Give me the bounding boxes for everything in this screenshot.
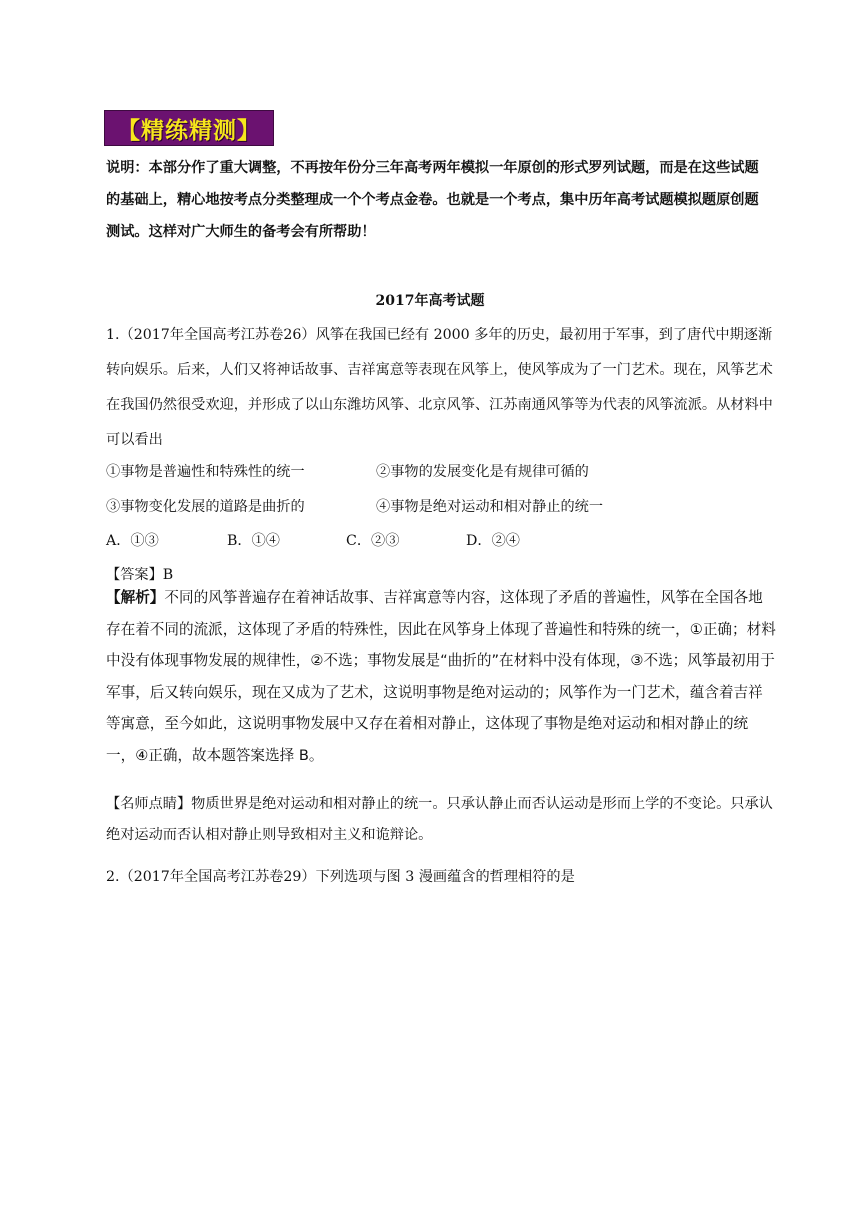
analysis-label: 【解析】 xyxy=(106,589,165,606)
tip-paragraph: 【名师点睛】物质世界是绝对运动和相对静止的统一。只承认静止而否认运动是形而上学的不变论。只承认绝对运动而否认相对静止则导致相对主义和诡辩论。 xyxy=(106,796,773,843)
answer-line: 【答案】B xyxy=(106,567,174,583)
option-a: A．①③ xyxy=(106,533,159,549)
question-2-stem: 2.（2017年全国高考江苏卷29）下列选项与图 3 漫画蕴含的哲理相符的是 xyxy=(106,869,575,885)
analysis-paragraph xyxy=(106,582,776,771)
instruction-note: 说明：本部分作了重大调整，不再按年份分三年高考两年模拟一年原创的形式罗列试题，而是在这些试题的基础上，精心地按考点分类整理成一个个考点金卷。也就是一个考点，集中历年高考试题模拟题原创题测试。这样对广大师生的备考会有所帮助！ xyxy=(106,160,759,240)
option-c: C．②③ xyxy=(346,533,400,549)
statement-3: ③事物变化发展的道路是曲折的 xyxy=(106,499,305,515)
option-d: D．②④ xyxy=(466,533,520,549)
banner-text: 【精练精测】 xyxy=(117,117,261,144)
statement-2: ②事物的发展变化是有规律可循的 xyxy=(376,464,589,480)
section-banner xyxy=(104,110,274,146)
statement-4: ④事物是绝对运动和相对静止的统一 xyxy=(376,499,604,515)
section-title: 2017年高考试题 xyxy=(375,293,485,309)
analysis-text: 不同的风筝普遍存在着神话故事、吉祥寓意等内容，这体现了矛盾的普遍性，风筝在全国各地存在着不同的流派，这体现了矛盾的特殊性，因此在风筝身上体现了普遍性和特殊的统一，①正确；材料中没有体现事物发展的规律性，②不选；事物发展是“曲折的”在材料中没有体现，③不选；风筝最初用于军事，后又转向娱乐，现在又成为了艺术，这说明事物是绝对运动的；风筝作为一门艺术，蕴含着吉祥等寓意，至今如此，这说明事物发展中又存在着相对静止，这体现了事物是绝对运动和相对静止的统一，④正确，故本题答案选择 B。 xyxy=(106,589,776,764)
option-b: B．①④ xyxy=(227,533,280,549)
statement-1: ①事物是普遍性和特殊性的统一 xyxy=(106,464,305,480)
question-1-stem: 1.（2017年全国高考江苏卷26）风筝在我国已经有 2000 多年的历史，最初用于军事，到了唐代中期逐渐转向娱乐。后来，人们又将神话故事、吉祥寓意等表现在风筝上，使风筝成为了一门艺术。现在，风筝艺术在我国仍然很受欢迎，并形成了以山东潍坊风筝、北京风筝、江苏南通风筝等为代表的风筝流派。从材料中可以看出 xyxy=(106,327,773,448)
